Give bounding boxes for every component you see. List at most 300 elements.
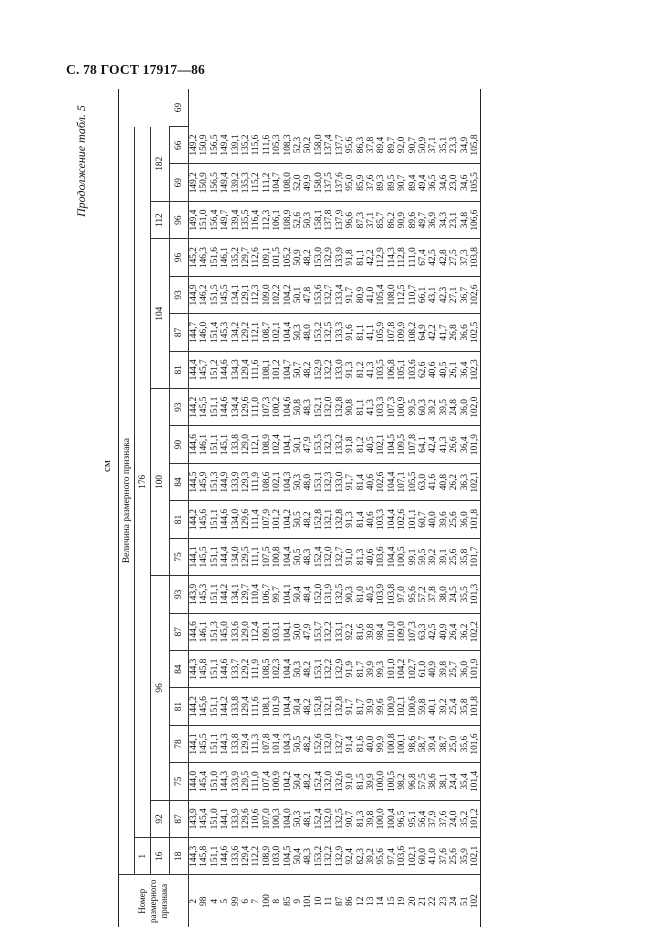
value-cell: 101,9 xyxy=(272,688,282,725)
value-cell: 63,0 xyxy=(418,463,428,500)
value-cell: 108,0 xyxy=(283,164,293,201)
value-cell: 129,7 xyxy=(241,576,251,613)
column-header: 84 xyxy=(170,463,189,500)
value-cell: 102,6 xyxy=(470,276,481,313)
value-cell: 81,4 xyxy=(356,463,366,500)
value-cell: 133,0 xyxy=(335,463,345,500)
value-cell: 38,7 xyxy=(439,725,449,762)
value-cell: 91,7 xyxy=(345,688,355,725)
value-cell: 144,3 xyxy=(189,838,200,875)
row-number-cell: 8 xyxy=(272,875,282,927)
value-cell: 50,4 xyxy=(293,838,303,875)
value-cell: 100,6 xyxy=(408,688,418,725)
value-cell: 151,1 xyxy=(210,725,220,762)
value-cell: 152,0 xyxy=(314,576,324,613)
value-cell: 25,6 xyxy=(449,538,459,575)
value-cell: 153,2 xyxy=(314,838,324,875)
value-cell: 81,1 xyxy=(356,314,366,351)
table-row xyxy=(324,89,334,927)
value-cell: 24,0 xyxy=(449,800,459,837)
value-cell: 39,8 xyxy=(439,650,449,687)
value-cell: 100,0 xyxy=(376,763,386,800)
value-cell: 102,4 xyxy=(272,426,282,463)
value-cell: 129,5 xyxy=(241,763,251,800)
value-cell: 103,3 xyxy=(376,389,386,426)
value-cell: 132,6 xyxy=(335,763,345,800)
value-cell: 102,1 xyxy=(397,688,407,725)
row-number-cell: 7 xyxy=(251,875,261,927)
value-cell: 89,6 xyxy=(408,201,418,238)
value-cell: 37,6 xyxy=(439,838,449,875)
value-cell: 89,4 xyxy=(376,127,386,164)
value-cell: 100,1 xyxy=(397,725,407,762)
value-cell: 111,9 xyxy=(251,463,261,500)
table-head xyxy=(119,89,189,927)
value-cell: 40,6 xyxy=(366,501,376,538)
value-cell: 60,7 xyxy=(418,501,428,538)
value-cell: 100,5 xyxy=(387,763,397,800)
value-cell: 34,9 xyxy=(460,127,470,164)
row-number-cell: 6 xyxy=(241,875,251,927)
value-cell: 133,6 xyxy=(231,838,241,875)
value-cell: 104,7 xyxy=(272,164,282,201)
value-cell: 143,9 xyxy=(189,800,200,837)
value-cell: 151,1 xyxy=(210,650,220,687)
value-cell: 151,2 xyxy=(210,351,220,388)
value-cell: 38,0 xyxy=(439,576,449,613)
value-cell: 48,4 xyxy=(303,576,313,613)
value-cell: 129,4 xyxy=(241,725,251,762)
value-cell: 59,8 xyxy=(418,688,428,725)
value-cell: 37,1 xyxy=(428,127,438,164)
value-cell: 24,4 xyxy=(449,763,459,800)
value-cell: 143,9 xyxy=(189,576,200,613)
value-cell: 111,1 xyxy=(251,538,261,575)
value-cell: 86,3 xyxy=(356,127,366,164)
column-header: 84 xyxy=(170,650,189,687)
value-cell: 132,7 xyxy=(324,276,334,313)
value-cell: 107,3 xyxy=(262,389,272,426)
row-number-cell: 10 xyxy=(314,875,324,927)
value-cell: 50,3 xyxy=(303,201,313,238)
value-cell: 107,8 xyxy=(387,314,397,351)
row-number-cell: 2 xyxy=(189,875,200,927)
value-cell: 81,6 xyxy=(356,613,366,650)
value-cell: 66,1 xyxy=(418,276,428,313)
value-cell: 39,5 xyxy=(439,389,449,426)
row-number-cell: 87 xyxy=(335,875,345,927)
value-cell: 102,0 xyxy=(470,389,481,426)
value-cell: 36,3 xyxy=(460,463,470,500)
value-cell: 151,1 xyxy=(210,501,220,538)
value-cell: 132,0 xyxy=(324,763,334,800)
value-cell: 129,2 xyxy=(241,650,251,687)
value-cell: 109,9 xyxy=(397,314,407,351)
row-number-cell: 51 xyxy=(460,875,470,927)
table-row xyxy=(262,89,272,927)
value-cell: 145,1 xyxy=(220,426,230,463)
value-cell: 145,8 xyxy=(199,650,209,687)
value-cell: 81,2 xyxy=(356,426,366,463)
value-cell: 151,1 xyxy=(210,389,220,426)
value-cell: 40,0 xyxy=(428,501,438,538)
row-number-cell: 24 xyxy=(449,875,459,927)
value-cell: 151,5 xyxy=(210,276,220,313)
value-cell: 86,2 xyxy=(387,201,397,238)
rotated-table-block xyxy=(74,89,614,927)
table-row xyxy=(387,89,397,927)
value-cell: 132,5 xyxy=(324,314,334,351)
value-cell: 99,9 xyxy=(376,725,386,762)
value-cell: 99,6 xyxy=(376,688,386,725)
level2-header: 104 xyxy=(151,239,170,389)
value-cell: 38,6 xyxy=(428,763,438,800)
value-cell: 100,9 xyxy=(397,389,407,426)
value-cell: 149,4 xyxy=(189,201,200,238)
value-cell: 132,3 xyxy=(324,463,334,500)
value-cell: 101,8 xyxy=(470,688,481,725)
value-cell: 145,4 xyxy=(199,800,209,837)
column-header: 96 xyxy=(170,239,189,276)
value-cell: 101,9 xyxy=(470,650,481,687)
column-header: 75 xyxy=(170,763,189,800)
value-cell: 132,9 xyxy=(335,650,345,687)
value-cell: 152,1 xyxy=(314,389,324,426)
value-cell: 107,4 xyxy=(262,763,272,800)
value-cell: 132,1 xyxy=(324,501,334,538)
value-cell: 101,8 xyxy=(470,501,481,538)
value-cell: 100,9 xyxy=(387,688,397,725)
value-cell: 89,3 xyxy=(376,164,386,201)
column-header: 18 xyxy=(170,838,189,875)
value-cell: 134,1 xyxy=(231,276,241,313)
column-header: 96 xyxy=(170,201,189,238)
value-cell: 158,0 xyxy=(314,127,324,164)
value-cell: 112,3 xyxy=(262,201,272,238)
value-cell: 111,2 xyxy=(262,164,272,201)
value-cell: 47,8 xyxy=(303,276,313,313)
value-cell: 42,3 xyxy=(439,276,449,313)
value-cell: 37,6 xyxy=(366,164,376,201)
value-cell: 99,5 xyxy=(408,389,418,426)
value-cell: 81,5 xyxy=(356,763,366,800)
table-row xyxy=(241,89,251,927)
row-number-cell: 21 xyxy=(418,875,428,927)
value-cell: 38,1 xyxy=(439,763,449,800)
value-cell: 149,4 xyxy=(220,164,230,201)
table-row xyxy=(460,89,470,927)
value-cell: 146,1 xyxy=(199,426,209,463)
value-cell: 81,1 xyxy=(356,239,366,276)
value-cell: 36,0 xyxy=(460,389,470,426)
value-cell: 132,7 xyxy=(335,725,345,762)
table-row xyxy=(408,89,418,927)
value-cell: 48,3 xyxy=(303,538,313,575)
value-cell: 91,7 xyxy=(345,463,355,500)
value-cell: 62,6 xyxy=(418,351,428,388)
value-cell: 91,4 xyxy=(345,725,355,762)
value-cell: 42,2 xyxy=(428,314,438,351)
level2-header: 112 xyxy=(151,201,170,238)
value-cell: 144,6 xyxy=(220,838,230,875)
value-cell: 133,2 xyxy=(335,426,345,463)
value-cell: 133,9 xyxy=(231,463,241,500)
value-cell: 112,2 xyxy=(251,838,261,875)
value-cell: 103,9 xyxy=(376,576,386,613)
value-cell: 50,9 xyxy=(418,127,428,164)
value-cell: 145,5 xyxy=(199,538,209,575)
value-cell: 145,8 xyxy=(199,838,209,875)
value-cell: 132,8 xyxy=(335,501,345,538)
value-cell: 145,0 xyxy=(220,613,230,650)
value-cell: 132,5 xyxy=(335,800,345,837)
value-cell: 64,1 xyxy=(418,426,428,463)
value-cell: 151,0 xyxy=(210,763,220,800)
value-cell: 112,1 xyxy=(251,314,261,351)
table-row xyxy=(366,89,376,927)
value-cell: 146,3 xyxy=(199,239,209,276)
value-cell: 137,6 xyxy=(335,164,345,201)
value-cell: 146,1 xyxy=(199,613,209,650)
value-cell: 91,8 xyxy=(345,426,355,463)
value-cell: 81,2 xyxy=(356,351,366,388)
value-cell: 96,8 xyxy=(408,763,418,800)
table-row xyxy=(376,89,386,927)
value-cell: 89,5 xyxy=(387,164,397,201)
value-cell: 111,4 xyxy=(251,501,261,538)
value-cell: 50,5 xyxy=(293,725,303,762)
value-cell: 41,3 xyxy=(439,426,449,463)
value-cell: 133,3 xyxy=(335,314,345,351)
value-cell: 156,4 xyxy=(210,201,220,238)
value-cell: 152,9 xyxy=(314,351,324,388)
page-header: С. 78 ГОСТ 17917—86 xyxy=(66,62,205,77)
value-cell: 137,7 xyxy=(335,127,345,164)
value-cell: 40,6 xyxy=(366,538,376,575)
value-cell: 110,7 xyxy=(408,276,418,313)
value-cell: 144,6 xyxy=(220,650,230,687)
value-cell: 133,4 xyxy=(335,276,345,313)
value-cell: 133,1 xyxy=(335,613,345,650)
unit-label: см xyxy=(101,460,113,472)
table-row xyxy=(439,89,449,927)
value-cell: 49,7 xyxy=(418,201,428,238)
value-cell: 50,1 xyxy=(293,276,303,313)
value-cell: 27,5 xyxy=(449,239,459,276)
value-cell: 40,9 xyxy=(439,613,449,650)
value-cell: 100,2 xyxy=(272,389,282,426)
value-cell: 81,6 xyxy=(356,725,366,762)
value-cell: 95,6 xyxy=(345,127,355,164)
table-row xyxy=(189,89,200,927)
value-cell: 40,0 xyxy=(366,725,376,762)
value-cell: 102,5 xyxy=(470,314,481,351)
value-cell: 144,2 xyxy=(189,389,200,426)
value-cell: 132,9 xyxy=(335,838,345,875)
value-cell: 35,5 xyxy=(460,576,470,613)
value-cell: 129,4 xyxy=(241,351,251,388)
level2-header: 92 xyxy=(151,800,170,837)
value-cell: 132,8 xyxy=(335,688,345,725)
value-cell: 156,5 xyxy=(210,164,220,201)
value-cell: 131,9 xyxy=(324,576,334,613)
value-cell: 36,9 xyxy=(428,201,438,238)
value-cell: 25,6 xyxy=(449,838,459,875)
value-cell: 63,3 xyxy=(418,613,428,650)
table-row xyxy=(231,89,241,927)
value-cell: 99,7 xyxy=(272,576,282,613)
value-cell: 61,0 xyxy=(418,650,428,687)
value-cell: 152,4 xyxy=(314,763,324,800)
value-cell: 158,1 xyxy=(314,201,324,238)
value-cell: 144,6 xyxy=(220,389,230,426)
value-cell: 50,2 xyxy=(303,127,313,164)
row-number-cell: 11 xyxy=(324,875,334,927)
value-cell: 36,0 xyxy=(460,501,470,538)
value-cell: 91,0 xyxy=(345,763,355,800)
value-cell: 26,8 xyxy=(449,314,459,351)
value-cell: 109,0 xyxy=(262,276,272,313)
value-cell: 37,8 xyxy=(428,576,438,613)
value-cell: 97,0 xyxy=(397,576,407,613)
column-header: 78 xyxy=(170,725,189,762)
value-cell: 35,2 xyxy=(460,800,470,837)
value-cell: 103,6 xyxy=(408,351,418,388)
value-cell: 50,1 xyxy=(293,426,303,463)
value-cell: 133,8 xyxy=(231,725,241,762)
value-cell: 92,0 xyxy=(397,127,407,164)
value-cell: 104,5 xyxy=(387,426,397,463)
value-cell: 152,8 xyxy=(314,501,324,538)
value-cell: 106,7 xyxy=(262,576,272,613)
value-cell: 106,6 xyxy=(470,201,481,238)
table-row xyxy=(210,89,220,927)
value-cell: 81,7 xyxy=(356,688,366,725)
value-cell: 105,9 xyxy=(376,314,386,351)
row-number-cell: 5 xyxy=(220,875,230,927)
value-cell: 149,4 xyxy=(220,127,230,164)
value-cell: 27,1 xyxy=(449,276,459,313)
value-cell: 104,4 xyxy=(283,688,293,725)
value-cell: 144,0 xyxy=(189,763,200,800)
value-cell: 104,4 xyxy=(387,463,397,500)
level2-header: 100 xyxy=(151,389,170,576)
column-header: 75 xyxy=(170,538,189,575)
table-row xyxy=(335,89,345,927)
value-cell: 108,0 xyxy=(387,276,397,313)
value-cell: 40,8 xyxy=(439,463,449,500)
value-cell: 50,3 xyxy=(293,800,303,837)
value-cell: 39,1 xyxy=(439,538,449,575)
value-cell: 105,5 xyxy=(408,463,418,500)
value-cell: 48,0 xyxy=(303,463,313,500)
value-cell: 153,2 xyxy=(314,314,324,351)
value-cell: 107,3 xyxy=(387,389,397,426)
level1-header: 1 xyxy=(135,838,151,875)
value-cell: 50,8 xyxy=(293,389,303,426)
value-cell: 146,2 xyxy=(199,276,209,313)
value-cell: 25,6 xyxy=(449,501,459,538)
value-cell: 90,9 xyxy=(397,201,407,238)
value-cell: 103,6 xyxy=(397,838,407,875)
value-cell: 153,0 xyxy=(314,239,324,276)
value-cell: 39,2 xyxy=(366,838,376,875)
value-cell: 132,8 xyxy=(335,389,345,426)
value-cell: 42,5 xyxy=(428,239,438,276)
value-cell: 48,2 xyxy=(303,688,313,725)
value-cell: 101,1 xyxy=(408,501,418,538)
value-cell: 39,9 xyxy=(366,650,376,687)
value-cell: 40,1 xyxy=(428,688,438,725)
value-cell: 104,4 xyxy=(387,538,397,575)
value-cell: 108,1 xyxy=(262,688,272,725)
column-header: 69 xyxy=(170,89,189,127)
level2-header: 16 xyxy=(151,838,170,875)
value-cell: 102,3 xyxy=(470,351,481,388)
value-cell: 101,7 xyxy=(470,538,481,575)
row-number-cell: 102 xyxy=(470,875,481,927)
value-cell: 144,5 xyxy=(189,463,200,500)
value-cell: 133,8 xyxy=(231,688,241,725)
row-number-cell: 13 xyxy=(366,875,376,927)
value-cell: 112,5 xyxy=(397,276,407,313)
value-cell: 133,7 xyxy=(231,650,241,687)
measurement-table xyxy=(118,89,481,927)
value-cell: 105,8 xyxy=(470,127,481,164)
value-cell: 145,5 xyxy=(220,276,230,313)
value-cell: 52,3 xyxy=(293,127,303,164)
table-row xyxy=(303,89,313,927)
value-cell: 150,9 xyxy=(199,127,209,164)
value-cell: 36,4 xyxy=(460,426,470,463)
value-cell: 129,4 xyxy=(241,838,251,875)
value-cell: 90,3 xyxy=(345,576,355,613)
row-number-cell: 99 xyxy=(231,875,241,927)
value-cell: 102,7 xyxy=(408,650,418,687)
value-cell: 97,4 xyxy=(387,838,397,875)
row-number-cell: 14 xyxy=(376,875,386,927)
table-row xyxy=(428,89,438,927)
value-cell: 145,6 xyxy=(199,501,209,538)
value-cell: 129,1 xyxy=(241,276,251,313)
value-cell: 50,3 xyxy=(293,314,303,351)
value-cell: 144,9 xyxy=(189,276,200,313)
value-cell: 133,8 xyxy=(231,426,241,463)
value-cell: 107,9 xyxy=(262,501,272,538)
value-cell: 35,4 xyxy=(460,763,470,800)
value-cell: 90,7 xyxy=(397,164,407,201)
value-cell: 134,0 xyxy=(231,501,241,538)
value-cell: 153,7 xyxy=(314,613,324,650)
value-cell: 129,6 xyxy=(241,800,251,837)
value-cell: 110,4 xyxy=(251,576,261,613)
value-cell: 139,4 xyxy=(231,201,241,238)
value-cell: 108,9 xyxy=(262,426,272,463)
value-cell: 111,6 xyxy=(262,127,272,164)
value-cell: 52,0 xyxy=(293,164,303,201)
value-cell: 24,5 xyxy=(449,576,459,613)
value-cell: 85,7 xyxy=(376,201,386,238)
value-cell: 144,2 xyxy=(220,688,230,725)
value-cell: 89,7 xyxy=(387,127,397,164)
value-cell: 145,5 xyxy=(199,725,209,762)
value-cell: 90,7 xyxy=(345,800,355,837)
value-cell: 132,0 xyxy=(324,538,334,575)
value-cell: 129,7 xyxy=(241,239,251,276)
table-row xyxy=(220,89,230,927)
value-cell: 129,0 xyxy=(241,613,251,650)
value-cell: 104,4 xyxy=(283,314,293,351)
